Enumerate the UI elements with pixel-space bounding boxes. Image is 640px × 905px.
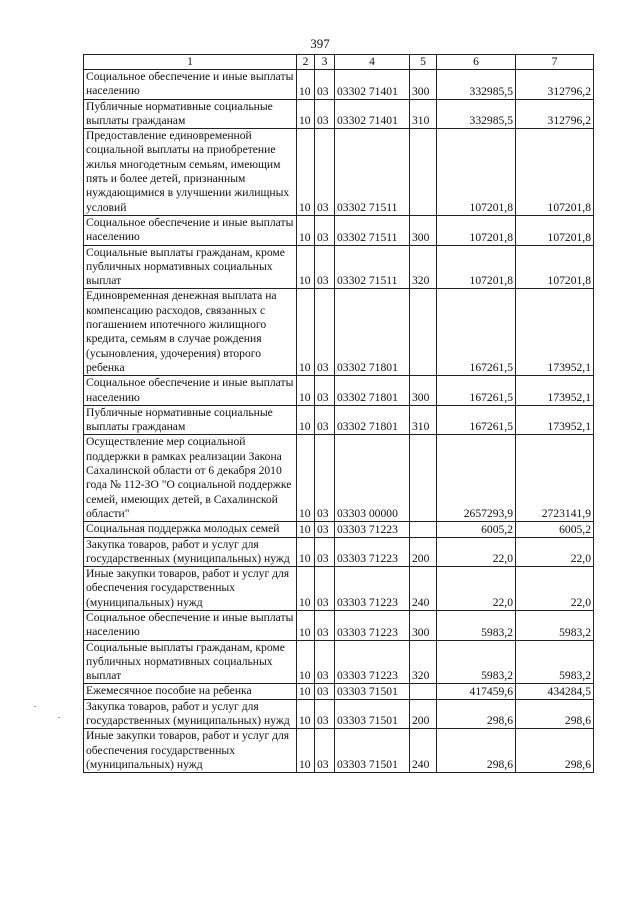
row-subsection: 03	[315, 99, 335, 129]
row-expense-type: 240	[410, 567, 437, 611]
row-amount-col6: 167261,5	[437, 289, 516, 376]
row-name: Иные закупки товаров, работ и услуг для обеспечения государственных (муниципальных) нужд	[84, 567, 297, 611]
row-amount-col7: 298,6	[516, 729, 594, 773]
table-row	[84, 405, 594, 435]
row-expense-type: 310	[410, 405, 437, 435]
row-name: Осуществление мер социальной поддержки в рамках реализации Закона Сахалинской области от 6 декабря 2010 года № 112-ЗО "О социальной поддержке семей, имеющих детей, в Сахалинской области"	[84, 435, 297, 522]
row-amount-col6: 107201,8	[437, 245, 516, 289]
col-header-2: 2	[297, 55, 315, 70]
row-target-article: 03302 71801	[335, 376, 410, 406]
table-row	[84, 729, 594, 773]
row-section: 10	[297, 684, 315, 699]
row-section: 10	[297, 567, 315, 611]
row-section: 10	[297, 245, 315, 289]
row-amount-col7: 22,0	[516, 537, 594, 567]
row-amount-col6: 167261,5	[437, 376, 516, 406]
row-section: 10	[297, 129, 315, 216]
row-amount-col6: 332985,5	[437, 70, 516, 100]
row-amount-col7: 312796,2	[516, 99, 594, 129]
row-target-article: 03302 71401	[335, 99, 410, 129]
row-amount-col7: 22,0	[516, 567, 594, 611]
row-expense-type: 240	[410, 729, 437, 773]
row-subsection: 03	[315, 129, 335, 216]
row-subsection: 03	[315, 567, 335, 611]
row-section: 10	[297, 289, 315, 376]
row-target-article: 03303 71501	[335, 729, 410, 773]
row-expense-type	[410, 129, 437, 216]
row-expense-type: 200	[410, 699, 437, 729]
row-target-article: 03303 71223	[335, 537, 410, 567]
row-section: 10	[297, 215, 315, 245]
row-expense-type: 320	[410, 640, 437, 684]
row-subsection: 03	[315, 376, 335, 406]
row-amount-col7: 298,6	[516, 699, 594, 729]
row-subsection: 03	[315, 289, 335, 376]
row-name: Публичные нормативные социальные выплаты гражданам	[84, 99, 297, 129]
row-amount-col6: 5983,2	[437, 640, 516, 684]
table-row	[84, 129, 594, 216]
row-subsection: 03	[315, 245, 335, 289]
col-header-3: 3	[315, 55, 335, 70]
row-name: Публичные нормативные социальные выплаты гражданам	[84, 405, 297, 435]
table-row	[84, 376, 594, 406]
row-section: 10	[297, 376, 315, 406]
row-amount-col6: 22,0	[437, 567, 516, 611]
row-subsection: 03	[315, 435, 335, 522]
row-name: Предоставление единовременной социальной выплаты на приобретение жилья многодетным семьям, имеющим пять и более детей, признанным нуждающимися в улучшении жилищных условий	[84, 129, 297, 216]
table-row	[84, 70, 594, 100]
col-header-7: 7	[516, 55, 594, 70]
row-expense-type: 320	[410, 245, 437, 289]
row-name: Социальное обеспечение и иные выплаты населению	[84, 70, 297, 100]
row-subsection: 03	[315, 537, 335, 567]
row-target-article: 03302 71801	[335, 405, 410, 435]
row-amount-col6: 107201,8	[437, 129, 516, 216]
row-expense-type: 200	[410, 537, 437, 567]
row-name: Социальное обеспечение и иные выплаты населению	[84, 610, 297, 640]
row-amount-col6: 6005,2	[437, 522, 516, 537]
col-header-4: 4	[335, 55, 410, 70]
row-amount-col6: 298,6	[437, 729, 516, 773]
col-header-6: 6	[437, 55, 516, 70]
row-amount-col7: 173952,1	[516, 289, 594, 376]
scan-mark	[58, 717, 60, 718]
page-number: 397	[310, 36, 330, 51]
row-subsection: 03	[315, 684, 335, 699]
table-row	[84, 640, 594, 684]
row-expense-type: 300	[410, 70, 437, 100]
scan-mark	[34, 706, 36, 707]
row-expense-type: 300	[410, 215, 437, 245]
table-row	[84, 99, 594, 129]
row-subsection: 03	[315, 610, 335, 640]
table-row	[84, 610, 594, 640]
row-amount-col6: 167261,5	[437, 405, 516, 435]
row-subsection: 03	[315, 70, 335, 100]
row-subsection: 03	[315, 215, 335, 245]
row-name: Иные закупки товаров, работ и услуг для обеспечения государственных (муниципальных) нужд	[84, 729, 297, 773]
header-row	[84, 55, 594, 70]
row-target-article: 03302 71511	[335, 245, 410, 289]
table-body	[84, 70, 594, 773]
row-amount-col7: 173952,1	[516, 376, 594, 406]
row-section: 10	[297, 640, 315, 684]
row-section: 10	[297, 537, 315, 567]
row-target-article: 03303 71223	[335, 640, 410, 684]
col-header-1: 1	[84, 55, 297, 70]
row-name: Закупка товаров, работ и услуг для государственных (муниципальных) нужд	[84, 537, 297, 567]
row-name: Единовременная денежная выплата на компенсацию расходов, связанных с погашением ипотечного жилищного кредита, семьям в случае рождения (усыновления, удочерения) второго ребенка	[84, 289, 297, 376]
row-expense-type	[410, 289, 437, 376]
row-name: Социальное обеспечение и иные выплаты населению	[84, 215, 297, 245]
table-row	[84, 537, 594, 567]
row-amount-col7: 2723141,9	[516, 435, 594, 522]
row-target-article: 03302 71401	[335, 70, 410, 100]
table-row	[84, 215, 594, 245]
row-name: Ежемесячное пособие на ребенка	[84, 684, 297, 699]
row-expense-type	[410, 435, 437, 522]
row-amount-col7: 107201,8	[516, 245, 594, 289]
row-amount-col6: 298,6	[437, 699, 516, 729]
row-expense-type	[410, 522, 437, 537]
row-target-article: 03303 71501	[335, 684, 410, 699]
row-amount-col6: 22,0	[437, 537, 516, 567]
row-amount-col6: 2657293,9	[437, 435, 516, 522]
row-target-article: 03303 00000	[335, 435, 410, 522]
row-name: Закупка товаров, работ и услуг для государственных (муниципальных) нужд	[84, 699, 297, 729]
row-target-article: 03302 71511	[335, 129, 410, 216]
row-section: 10	[297, 729, 315, 773]
row-amount-col7: 107201,8	[516, 215, 594, 245]
row-amount-col6: 5983,2	[437, 610, 516, 640]
row-target-article: 03302 71511	[335, 215, 410, 245]
table-row	[84, 245, 594, 289]
row-amount-col7: 5983,2	[516, 640, 594, 684]
row-section: 10	[297, 70, 315, 100]
row-amount-col7: 5983,2	[516, 610, 594, 640]
row-expense-type: 300	[410, 376, 437, 406]
row-amount-col7: 173952,1	[516, 405, 594, 435]
row-expense-type	[410, 684, 437, 699]
row-section: 10	[297, 405, 315, 435]
table-row	[84, 684, 594, 699]
row-name: Социальные выплаты гражданам, кроме публичных нормативных социальных выплат	[84, 245, 297, 289]
row-target-article: 03303 71223	[335, 610, 410, 640]
table-row	[84, 699, 594, 729]
table-row	[84, 435, 594, 522]
row-target-article: 03302 71801	[335, 289, 410, 376]
row-section: 10	[297, 699, 315, 729]
table-row	[84, 522, 594, 537]
row-amount-col6: 107201,8	[437, 215, 516, 245]
row-name: Социальная поддержка молодых семей	[84, 522, 297, 537]
row-amount-col7: 107201,8	[516, 129, 594, 216]
row-expense-type: 310	[410, 99, 437, 129]
table-row	[84, 289, 594, 376]
row-section: 10	[297, 99, 315, 129]
row-name: Социальное обеспечение и иные выплаты населению	[84, 376, 297, 406]
row-target-article: 03303 71501	[335, 699, 410, 729]
row-amount-col6: 332985,5	[437, 99, 516, 129]
row-target-article: 03303 71223	[335, 522, 410, 537]
row-subsection: 03	[315, 729, 335, 773]
row-amount-col6: 417459,6	[437, 684, 516, 699]
row-section: 10	[297, 522, 315, 537]
row-subsection: 03	[315, 640, 335, 684]
row-subsection: 03	[315, 522, 335, 537]
budget-table	[83, 54, 594, 773]
row-section: 10	[297, 610, 315, 640]
row-amount-col7: 434284,5	[516, 684, 594, 699]
row-subsection: 03	[315, 699, 335, 729]
row-target-article: 03303 71223	[335, 567, 410, 611]
row-amount-col7: 6005,2	[516, 522, 594, 537]
row-section: 10	[297, 435, 315, 522]
row-name: Социальные выплаты гражданам, кроме публичных нормативных социальных выплат	[84, 640, 297, 684]
row-amount-col7: 312796,2	[516, 70, 594, 100]
row-subsection: 03	[315, 405, 335, 435]
col-header-5: 5	[410, 55, 437, 70]
table-row	[84, 567, 594, 611]
row-expense-type: 300	[410, 610, 437, 640]
